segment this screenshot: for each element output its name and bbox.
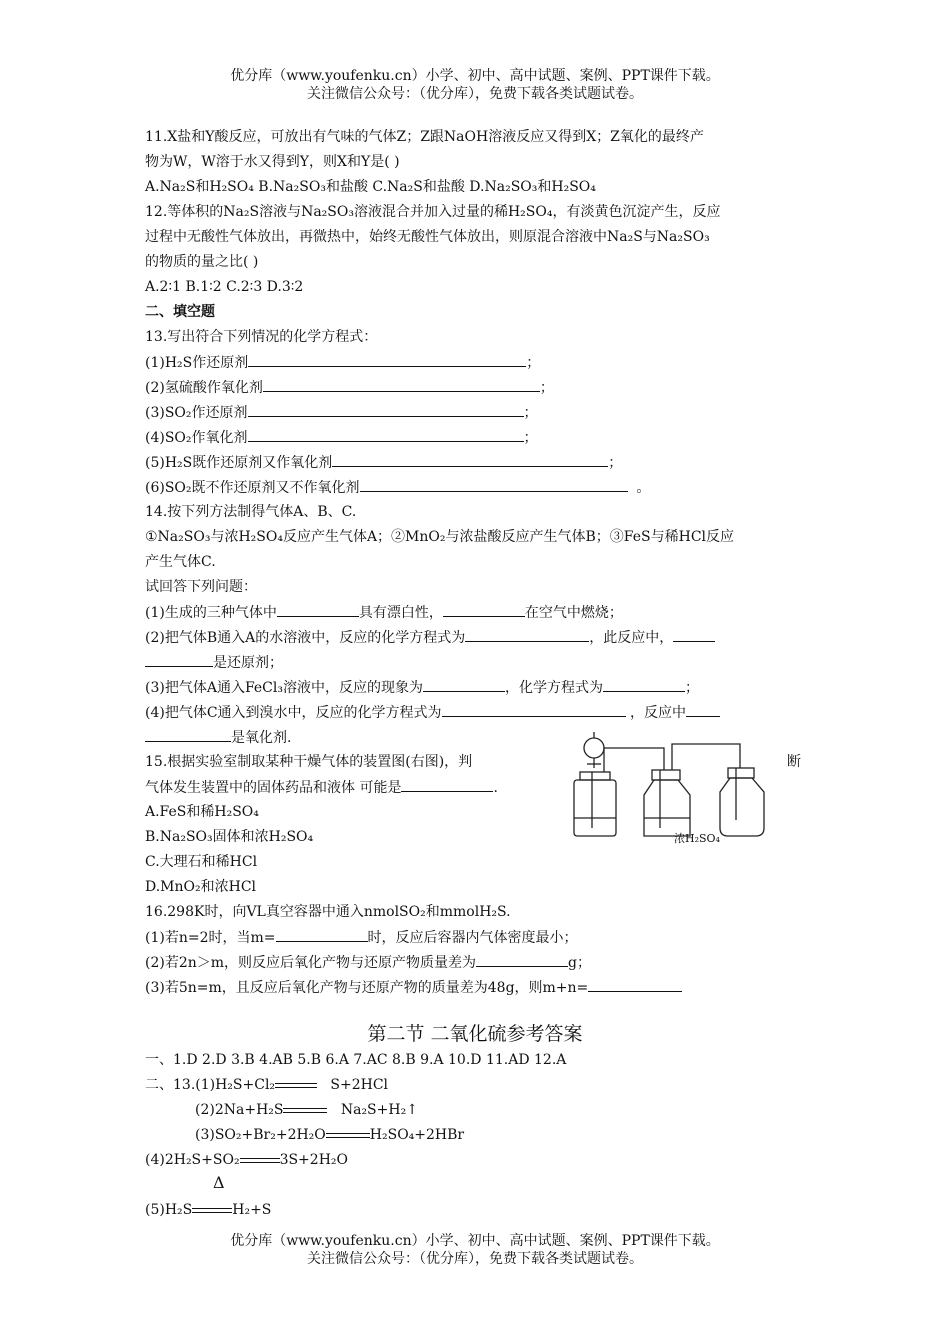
equals-sign: [326, 1133, 370, 1138]
q12-line-3: 的物质的量之比( ): [145, 254, 259, 270]
q13-item-label: (4)SO₂作氧化剂: [145, 430, 248, 446]
q14-ask: 试回答下列问题：: [145, 579, 257, 595]
answer-blank[interactable]: [248, 427, 524, 442]
q15-option-a: A.FeS和稀H₂SO₄: [145, 804, 259, 820]
q16-part-2: [145, 952, 591, 973]
q13-item: [145, 452, 622, 473]
q13-item-end: ；: [523, 430, 538, 446]
q14-part-1: [145, 602, 623, 623]
q13-item: [145, 402, 538, 423]
answer-13-3: [195, 1125, 464, 1145]
q13-item-end: ；: [526, 355, 541, 371]
answer-blank[interactable]: [423, 677, 505, 692]
q16-text: g；: [568, 955, 591, 971]
q13-item-label: (6)SO₂既不作还原剂又不作氧化剂: [145, 480, 360, 496]
q14-p1-text: (1)生成的三种气体中: [145, 605, 277, 621]
answer-blank[interactable]: [263, 377, 540, 392]
q12-options: A.2∶1 B.1∶2 C.2∶3 D.3∶2: [145, 279, 304, 295]
answer-text: Na₂S+H₂↑: [340, 1102, 418, 1118]
q14-part-3: [145, 677, 699, 698]
answer-blank[interactable]: [465, 627, 589, 642]
q14-p2-text: ，此反应中，: [589, 630, 674, 646]
q13-item-label: (5)H₂S既作还原剂又作氧化剂: [145, 455, 333, 471]
q16-text: (2)若2n＞m，则反应后氧化产物与还原产物质量差为: [145, 955, 477, 971]
q13-item-label: (3)SO₂作还原剂: [145, 405, 248, 421]
q15-text: 气体发生装置中的固体药品和液体 可能是: [145, 780, 402, 796]
q15-option-d: D.MnO₂和浓HCl: [145, 879, 257, 895]
q11-line-2: 物为W，W溶于水又得到Y，则X和Y是( ): [145, 154, 400, 170]
q13-item: [145, 427, 538, 448]
q14-p1-text: 在空气中燃烧；: [524, 605, 623, 621]
footer-line-1: 优分库（www.youfenku.cn）小学、初中、高中试题、案例、PPT课件下载。: [230, 1233, 720, 1249]
answer-blank[interactable]: [145, 727, 231, 742]
answer-text: (3)SO₂+Br₂+2H₂O: [195, 1127, 326, 1143]
answer-blank[interactable]: [276, 927, 368, 942]
q13-item-end: ；: [539, 380, 554, 396]
q11-options: A.Na₂S和H₂SO₄ B.Na₂SO₃和盐酸 C.Na₂S和盐酸 D.Na₂SO₃和H₂SO₄: [145, 179, 596, 195]
answer-blank[interactable]: [401, 777, 493, 792]
figure-label: 浓H₂SO₄: [674, 832, 720, 845]
q13-item: [145, 377, 554, 398]
q13-item-label: (2)氢硫酸作氧化剂: [145, 380, 263, 396]
answer-text: (1)H₂S+Cl₂: [195, 1077, 276, 1093]
q14-p1-text: 具有漂白性，: [358, 605, 443, 621]
q11-line-1: 11.X盐和Y酸反应，可放出有气味的气体Z；Z跟NaOH溶液反应又得到X；Z氧化的最终产: [145, 129, 704, 145]
equals-sign: [275, 1083, 317, 1088]
answer-blank[interactable]: [476, 952, 568, 967]
answer-text: (2)2Na+H₂S: [195, 1102, 284, 1118]
q14-part-4-cont: [145, 727, 291, 748]
q15-text: .: [493, 780, 498, 796]
q14-line-2: 产生气体C.: [145, 554, 216, 570]
delta-symbol: Δ: [213, 1173, 225, 1192]
q14-line-1: ①Na₂SO₃与浓H₂SO₄反应产生气体A；②MnO₂与浓盐酸反应产生气体B；③FeS与稀HCl反应: [145, 529, 735, 545]
header-line-2: 关注微信公众号：（优分库），免费下载各类试题试卷。: [307, 86, 643, 102]
answer-blank[interactable]: [248, 402, 524, 417]
answers-mc: 一、1.D 2.D 3.B 4.AB 5.B 6.A 7.AC 8.B 9.A 10.D 11.AD 12.A: [145, 1052, 567, 1068]
footer-line-2: 关注微信公众号：（优分库），免费下载各类试题试卷。: [307, 1251, 643, 1267]
answer-text: (5)H₂S: [145, 1202, 193, 1218]
equals-sign: [192, 1208, 232, 1213]
answer-blank[interactable]: [248, 352, 526, 367]
answer-blank[interactable]: [332, 452, 608, 467]
q12-line-2: 过程中无酸性气体放出，再微热中，始终无酸性气体放出，则原混合溶液中Na₂S与Na₂SO₃: [145, 229, 710, 245]
q13-item-end: ；: [523, 405, 538, 421]
q15-line-1: 15.根据实验室制取某种干燥气体的装置图(右图)，判: [145, 754, 473, 770]
answer-text: S+2HCl: [330, 1077, 389, 1093]
answer-13-1: [145, 1075, 388, 1095]
answer-text: H₂+S: [232, 1202, 272, 1218]
q12-line-1: 12.等体积的Na₂S溶液与Na₂SO₃溶液混合并加入过量的稀H₂SO₄，有淡黄色沉淀产生，反应: [145, 204, 721, 220]
q13-stem: 13.写出符合下列情况的化学方程式：: [145, 329, 378, 345]
q14-p2-text: (2)把气体B通入A的水溶液中，反应的化学方程式为: [145, 630, 466, 646]
q16-stem: 16.298K时，向VL真空容器中通入nmolSO₂和mmolH₂S.: [145, 904, 511, 920]
q15-line-1-end: 断: [787, 754, 801, 770]
q14-stem: 14.按下列方法制得气体A、B、C.: [145, 504, 357, 520]
q16-part-1: [145, 927, 578, 948]
q14-p4-text: ，反应中: [630, 705, 686, 721]
q15-option-b: B.Na₂SO₃固体和浓H₂SO₄: [145, 829, 314, 845]
q13-item: [145, 352, 540, 373]
q14-p4-text: (4)把气体C通入到溴水中，反应的化学方程式为: [145, 705, 442, 721]
q13-item-end: 。: [636, 480, 651, 496]
answer-blank[interactable]: [443, 602, 525, 617]
answer-blank[interactable]: [360, 477, 628, 492]
q15-option-c: C.大理石和稀HCl: [145, 854, 258, 870]
apparatus-figure: [572, 720, 787, 849]
q16-text: (1)若n=2时，当m=: [145, 930, 276, 946]
answer-13-4: [145, 1150, 348, 1170]
header-line-1: 优分库（www.youfenku.cn）小学、初中、高中试题、案例、PPT课件下载。: [230, 68, 720, 84]
answer-text: (4)2H₂S+SO₂: [145, 1152, 240, 1168]
q14-part-2-cont: [145, 652, 283, 673]
answer-blank[interactable]: [145, 652, 213, 667]
answer-text: 二、13.: [145, 1077, 196, 1093]
answer-blank[interactable]: [673, 627, 715, 642]
answer-blank[interactable]: [277, 602, 359, 617]
answers-title: 第二节 二氧化硫参考答案: [367, 1023, 583, 1045]
section-heading: 二、填空题: [145, 304, 215, 320]
q16-text: (3)若5n=m，且反应后氧化产物与还原产物的质量差为48g，则m+n=: [145, 980, 589, 996]
q16-part-3: [145, 977, 682, 998]
answer-blank[interactable]: [603, 677, 685, 692]
q14-p3-text: (3)把气体A通入FeCl₃溶液中，反应的现象为: [145, 680, 423, 696]
q14-p3-text: ；: [684, 680, 699, 696]
q13-item: [145, 477, 650, 498]
equals-sign: [240, 1158, 280, 1163]
equals-sign: [283, 1108, 327, 1113]
q14-p3-text: ，化学方程式为: [504, 680, 603, 696]
q14-part-2: [145, 627, 715, 648]
answer-13-2: [195, 1100, 418, 1120]
q14-p2-text: 是还原剂；: [213, 655, 283, 671]
q13-item-label: (1)H₂S作还原剂: [145, 355, 249, 371]
answer-13-5: [145, 1200, 271, 1220]
answer-text: H₂SO₄+2HBr: [369, 1127, 465, 1143]
q16-text: 时，反应后容器内气体密度最小；: [367, 930, 578, 946]
answer-text: 3S+2H₂O: [279, 1152, 348, 1168]
q14-p4-text: 是氧化剂.: [231, 730, 292, 746]
answer-blank[interactable]: [588, 977, 682, 992]
answer-blank[interactable]: [686, 702, 720, 717]
q13-item-end: ；: [608, 455, 623, 471]
q15-line-2: [145, 777, 498, 798]
answer-blank[interactable]: [442, 702, 626, 717]
apparatus-drawing: [572, 720, 787, 845]
